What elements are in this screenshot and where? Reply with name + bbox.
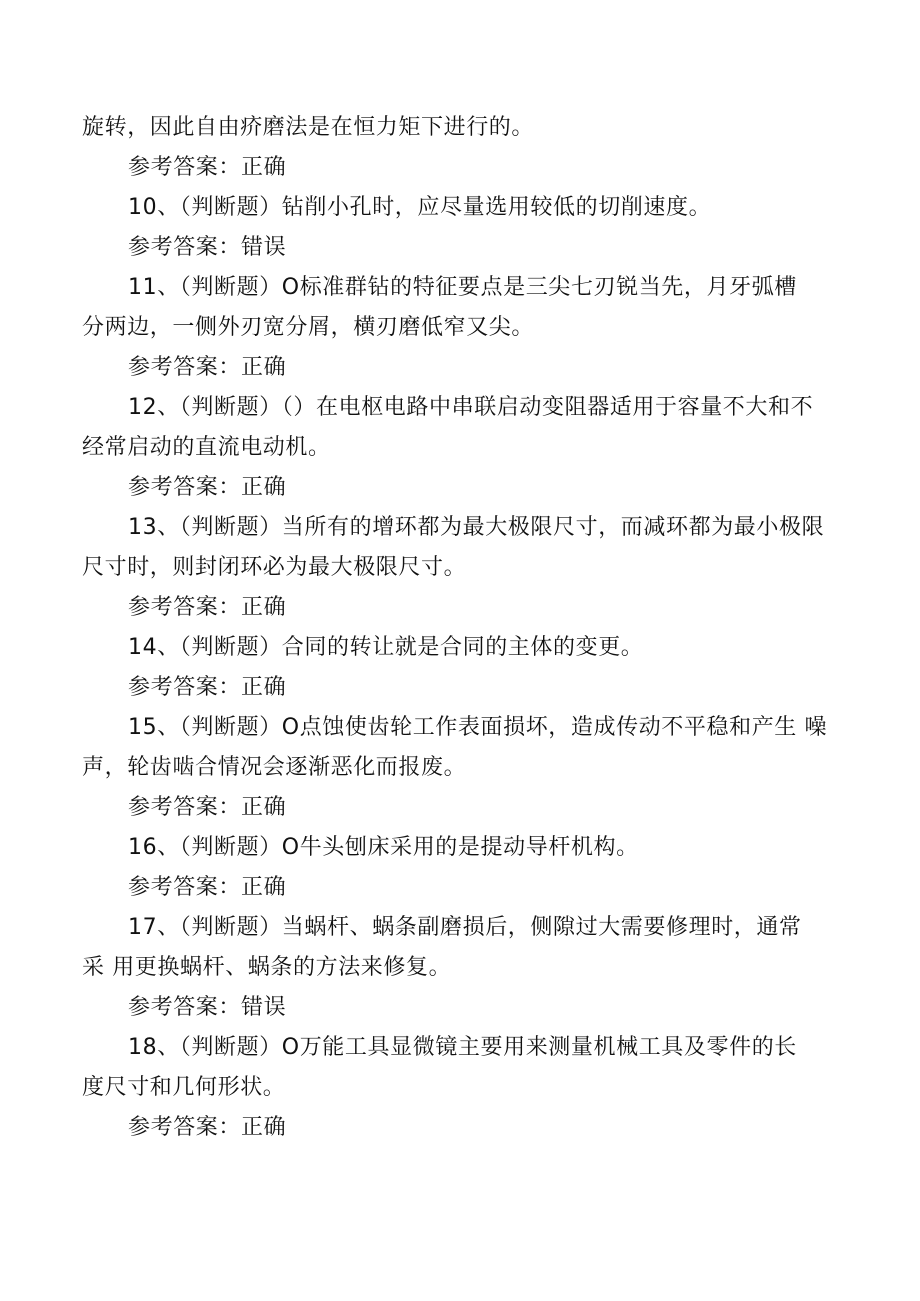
question-line-continued: 声，轮齿啮合情况会逐渐恶化而报废。 [82,755,467,780]
question-item-10 [82,188,842,268]
reference-answer: 参考答案：正确 [128,675,287,700]
reference-answer: 参考答案：正确 [128,595,287,620]
question-line: 11、（判断题）O标准群钻的特征要点是三尖七刃锐当先，月牙弧槽 [128,275,797,300]
question-line: 18、（判断题）O万能工具显微镜主要用来测量机械工具及零件的长 [128,1035,797,1060]
question-item-18 [82,1028,842,1148]
question-line: 15、（判断题）O点蚀使齿轮工作表面损坏，造成传动不平稳和产生 噪 [128,715,828,740]
question-line: 14、（判断题）合同的转让就是合同的主体的变更。 [128,635,644,660]
reference-answer: 参考答案：正确 [128,875,287,900]
reference-answer: 参考答案：正确 [128,155,287,180]
question-line: 10、（判断题）钻削小孔时，应尽量选用较低的切削速度。 [128,195,712,220]
question-item-14 [82,628,842,708]
question-line-continued: 经常启动的直流电动机。 [82,435,331,460]
reference-answer: 参考答案：正确 [128,795,287,820]
question-item-11 [82,268,842,388]
question-continuation-line: 旋转，因此自由疥磨法是在恒力矩下进行的。 [82,115,535,140]
question-item-13 [82,508,842,628]
reference-answer: 参考答案：正确 [128,1115,287,1140]
document-body [82,108,842,1148]
question-line-continued: 度尺寸和几何形状。 [82,1075,286,1100]
question-item-12 [82,388,842,508]
reference-answer: 参考答案：错误 [128,995,287,1020]
question-item-15 [82,708,842,828]
question-line-continued: 采 用更换蜗杆、蜗条的方法来修复。 [82,955,452,980]
question-line-continued: 尺寸时，则封闭环必为最大极限尺寸。 [82,555,467,580]
question-item-16 [82,828,842,908]
question-line: 17、（判断题）当蜗杆、蜗条副磨损后，侧隙过大需要修理时，通常 [128,915,802,940]
question-line: 16、（判断题）O牛头刨床采用的是提动导杆机构。 [128,835,639,860]
question-line: 12、（判断题）（）在电枢电路中串联启动变阻器适用于容量不大和不 [128,395,814,420]
question-line-continued: 分两边，一侧外刃宽分屑，横刃磨低窄又尖。 [82,315,535,340]
reference-answer: 参考答案：正确 [128,475,287,500]
reference-answer: 参考答案：正确 [128,355,287,380]
question-line: 13、（判断题）当所有的增环都为最大极限尺寸，而减环都为最小极限 [128,515,825,540]
reference-answer: 参考答案：错误 [128,235,287,260]
question-item-17 [82,908,842,1028]
